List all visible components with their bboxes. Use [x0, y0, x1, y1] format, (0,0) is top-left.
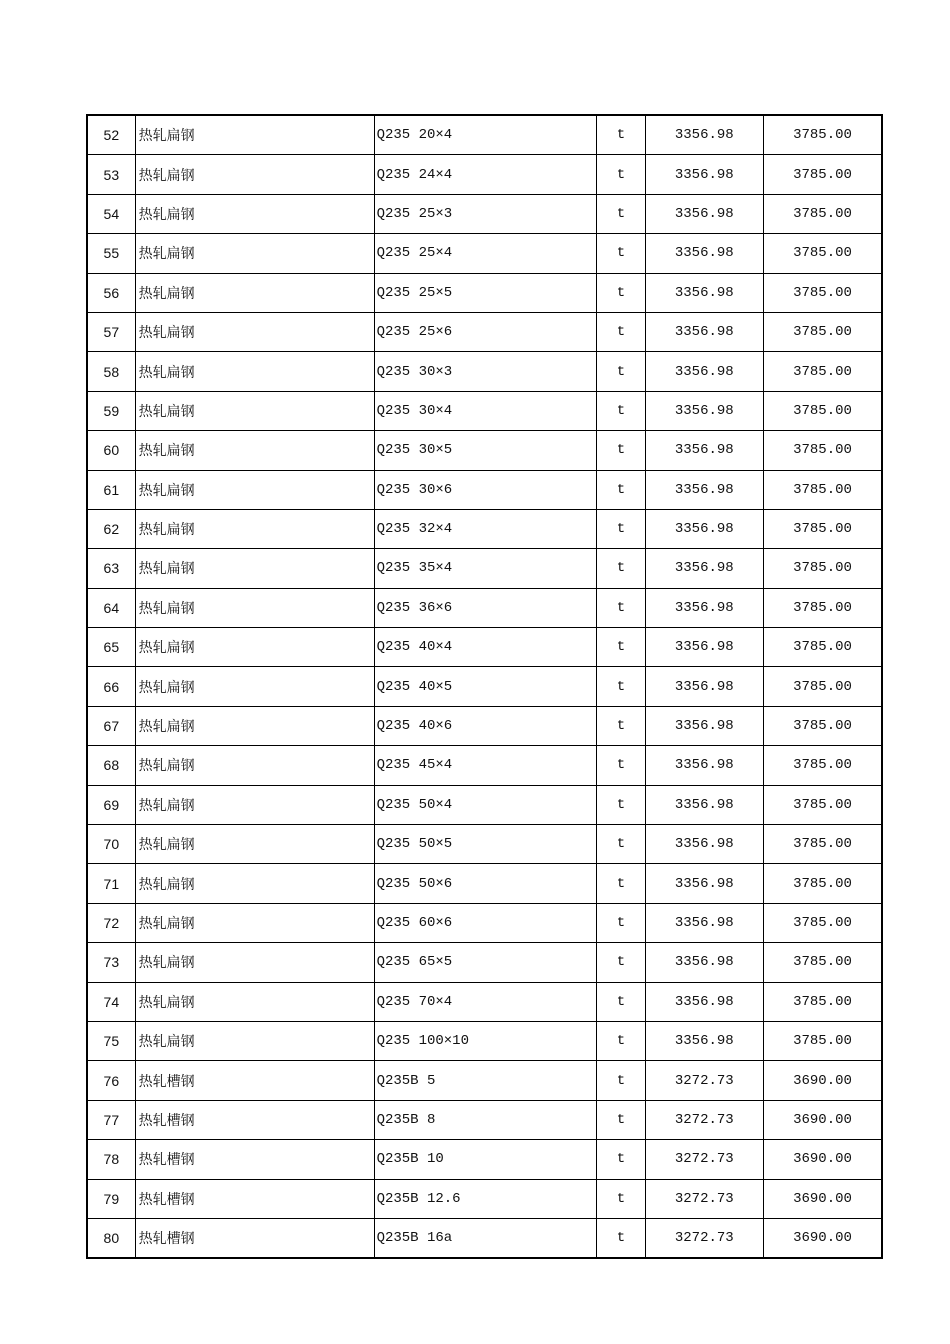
- unit-cell: t: [597, 628, 645, 667]
- price-incl-tax-cell: 3785.00: [764, 194, 883, 233]
- table-row: [87, 312, 882, 351]
- price-incl-tax-cell: 3690.00: [764, 1061, 883, 1100]
- price-incl-tax-cell: 3785.00: [764, 234, 883, 273]
- table-row: [87, 903, 882, 942]
- price-incl-tax-cell: 3785.00: [764, 391, 883, 430]
- material-name-cell: 热轧扁钢: [135, 628, 374, 667]
- material-name-cell: 热轧扁钢: [135, 549, 374, 588]
- specification-cell: Q235 30×5: [374, 431, 597, 470]
- unit-cell: t: [597, 1021, 645, 1060]
- material-name-cell: 热轧扁钢: [135, 470, 374, 509]
- material-name-cell: 热轧扁钢: [135, 706, 374, 745]
- unit-cell: t: [597, 470, 645, 509]
- price-incl-tax-cell: 3785.00: [764, 470, 883, 509]
- row-number-cell: 53: [87, 155, 135, 194]
- specification-cell: Q235 25×5: [374, 273, 597, 312]
- unit-cell: t: [597, 943, 645, 982]
- specification-cell: Q235 50×6: [374, 864, 597, 903]
- price-incl-tax-cell: 3785.00: [764, 864, 883, 903]
- row-number-cell: 52: [87, 115, 135, 155]
- price-incl-tax-cell: 3785.00: [764, 273, 883, 312]
- material-name-cell: 热轧扁钢: [135, 273, 374, 312]
- row-number-cell: 74: [87, 982, 135, 1021]
- specification-cell: Q235 40×5: [374, 667, 597, 706]
- price-excl-tax-cell: 3356.98: [645, 549, 763, 588]
- price-excl-tax-cell: 3356.98: [645, 746, 763, 785]
- material-name-cell: 热轧扁钢: [135, 943, 374, 982]
- unit-cell: t: [597, 509, 645, 548]
- table-row: [87, 1021, 882, 1060]
- specification-cell: Q235B 16a: [374, 1218, 597, 1258]
- material-name-cell: 热轧扁钢: [135, 588, 374, 627]
- table-row: [87, 1218, 882, 1258]
- unit-cell: t: [597, 312, 645, 351]
- row-number-cell: 68: [87, 746, 135, 785]
- material-name-cell: 热轧扁钢: [135, 864, 374, 903]
- table-row: [87, 194, 882, 233]
- price-excl-tax-cell: 3356.98: [645, 706, 763, 745]
- material-name-cell: 热轧槽钢: [135, 1140, 374, 1179]
- material-name-cell: 热轧扁钢: [135, 431, 374, 470]
- price-incl-tax-cell: 3785.00: [764, 628, 883, 667]
- row-number-cell: 67: [87, 706, 135, 745]
- table-row: [87, 1140, 882, 1179]
- table-row: [87, 746, 882, 785]
- unit-cell: t: [597, 1140, 645, 1179]
- material-name-cell: 热轧扁钢: [135, 509, 374, 548]
- price-incl-tax-cell: 3785.00: [764, 312, 883, 351]
- price-incl-tax-cell: 3785.00: [764, 588, 883, 627]
- price-excl-tax-cell: 3356.98: [645, 352, 763, 391]
- price-incl-tax-cell: 3785.00: [764, 982, 883, 1021]
- unit-cell: t: [597, 391, 645, 430]
- table-row: [87, 588, 882, 627]
- unit-cell: t: [597, 588, 645, 627]
- price-incl-tax-cell: 3785.00: [764, 943, 883, 982]
- row-number-cell: 61: [87, 470, 135, 509]
- material-name-cell: 热轧扁钢: [135, 391, 374, 430]
- unit-cell: t: [597, 1061, 645, 1100]
- price-incl-tax-cell: 3785.00: [764, 1021, 883, 1060]
- price-excl-tax-cell: 3272.73: [645, 1140, 763, 1179]
- price-incl-tax-cell: 3785.00: [764, 903, 883, 942]
- table-row: [87, 864, 882, 903]
- row-number-cell: 58: [87, 352, 135, 391]
- material-name-cell: 热轧扁钢: [135, 234, 374, 273]
- material-name-cell: 热轧扁钢: [135, 352, 374, 391]
- specification-cell: Q235 32×4: [374, 509, 597, 548]
- table-row: [87, 943, 882, 982]
- row-number-cell: 64: [87, 588, 135, 627]
- row-number-cell: 71: [87, 864, 135, 903]
- unit-cell: t: [597, 1218, 645, 1258]
- price-table: [86, 114, 883, 1259]
- price-excl-tax-cell: 3356.98: [645, 234, 763, 273]
- material-name-cell: 热轧扁钢: [135, 903, 374, 942]
- specification-cell: Q235 40×6: [374, 706, 597, 745]
- row-number-cell: 63: [87, 549, 135, 588]
- row-number-cell: 79: [87, 1179, 135, 1218]
- price-excl-tax-cell: 3356.98: [645, 273, 763, 312]
- price-excl-tax-cell: 3356.98: [645, 825, 763, 864]
- row-number-cell: 65: [87, 628, 135, 667]
- table-row: [87, 1061, 882, 1100]
- specification-cell: Q235 70×4: [374, 982, 597, 1021]
- unit-cell: t: [597, 667, 645, 706]
- material-name-cell: 热轧扁钢: [135, 115, 374, 155]
- row-number-cell: 78: [87, 1140, 135, 1179]
- specification-cell: Q235 24×4: [374, 155, 597, 194]
- row-number-cell: 72: [87, 903, 135, 942]
- specification-cell: Q235B 12.6: [374, 1179, 597, 1218]
- price-incl-tax-cell: 3785.00: [764, 706, 883, 745]
- specification-cell: Q235 20×4: [374, 115, 597, 155]
- specification-cell: Q235 30×4: [374, 391, 597, 430]
- unit-cell: t: [597, 352, 645, 391]
- unit-cell: t: [597, 155, 645, 194]
- unit-cell: t: [597, 746, 645, 785]
- price-excl-tax-cell: 3356.98: [645, 509, 763, 548]
- specification-cell: Q235 100×10: [374, 1021, 597, 1060]
- table-row: [87, 706, 882, 745]
- price-table-body: [87, 115, 882, 1258]
- price-excl-tax-cell: 3356.98: [645, 391, 763, 430]
- material-name-cell: 热轧槽钢: [135, 1179, 374, 1218]
- unit-cell: t: [597, 549, 645, 588]
- material-name-cell: 热轧槽钢: [135, 1100, 374, 1139]
- specification-cell: Q235 50×5: [374, 825, 597, 864]
- price-incl-tax-cell: 3785.00: [764, 155, 883, 194]
- price-incl-tax-cell: 3690.00: [764, 1140, 883, 1179]
- specification-cell: Q235B 5: [374, 1061, 597, 1100]
- table-row: [87, 352, 882, 391]
- specification-cell: Q235B 8: [374, 1100, 597, 1139]
- price-incl-tax-cell: 3785.00: [764, 825, 883, 864]
- table-row: [87, 273, 882, 312]
- price-excl-tax-cell: 3356.98: [645, 785, 763, 824]
- table-row: [87, 155, 882, 194]
- price-incl-tax-cell: 3690.00: [764, 1100, 883, 1139]
- row-number-cell: 56: [87, 273, 135, 312]
- row-number-cell: 73: [87, 943, 135, 982]
- unit-cell: t: [597, 982, 645, 1021]
- material-name-cell: 热轧扁钢: [135, 194, 374, 233]
- table-row: [87, 667, 882, 706]
- unit-cell: t: [597, 234, 645, 273]
- table-row: [87, 1100, 882, 1139]
- price-excl-tax-cell: 3356.98: [645, 194, 763, 233]
- price-incl-tax-cell: 3785.00: [764, 785, 883, 824]
- row-number-cell: 59: [87, 391, 135, 430]
- specification-cell: Q235 60×6: [374, 903, 597, 942]
- price-excl-tax-cell: 3356.98: [645, 588, 763, 627]
- row-number-cell: 76: [87, 1061, 135, 1100]
- price-excl-tax-cell: 3356.98: [645, 864, 763, 903]
- unit-cell: t: [597, 273, 645, 312]
- price-excl-tax-cell: 3356.98: [645, 431, 763, 470]
- price-excl-tax-cell: 3356.98: [645, 312, 763, 351]
- row-number-cell: 62: [87, 509, 135, 548]
- price-excl-tax-cell: 3356.98: [645, 903, 763, 942]
- price-excl-tax-cell: 3272.73: [645, 1100, 763, 1139]
- row-number-cell: 60: [87, 431, 135, 470]
- material-name-cell: 热轧扁钢: [135, 155, 374, 194]
- table-row: [87, 549, 882, 588]
- table-row: [87, 509, 882, 548]
- material-name-cell: 热轧扁钢: [135, 746, 374, 785]
- specification-cell: Q235 25×4: [374, 234, 597, 273]
- price-incl-tax-cell: 3785.00: [764, 667, 883, 706]
- price-incl-tax-cell: 3785.00: [764, 431, 883, 470]
- specification-cell: Q235 65×5: [374, 943, 597, 982]
- unit-cell: t: [597, 903, 645, 942]
- row-number-cell: 57: [87, 312, 135, 351]
- material-name-cell: 热轧扁钢: [135, 667, 374, 706]
- unit-cell: t: [597, 1179, 645, 1218]
- specification-cell: Q235 35×4: [374, 549, 597, 588]
- price-excl-tax-cell: 3272.73: [645, 1179, 763, 1218]
- material-name-cell: 热轧扁钢: [135, 982, 374, 1021]
- price-incl-tax-cell: 3690.00: [764, 1179, 883, 1218]
- material-name-cell: 热轧扁钢: [135, 1021, 374, 1060]
- price-incl-tax-cell: 3690.00: [764, 1218, 883, 1258]
- price-excl-tax-cell: 3356.98: [645, 943, 763, 982]
- unit-cell: t: [597, 825, 645, 864]
- price-excl-tax-cell: 3356.98: [645, 667, 763, 706]
- specification-cell: Q235 25×6: [374, 312, 597, 351]
- row-number-cell: 69: [87, 785, 135, 824]
- specification-cell: Q235 30×3: [374, 352, 597, 391]
- price-excl-tax-cell: 3356.98: [645, 1021, 763, 1060]
- row-number-cell: 77: [87, 1100, 135, 1139]
- specification-cell: Q235 25×3: [374, 194, 597, 233]
- price-incl-tax-cell: 3785.00: [764, 746, 883, 785]
- table-row: [87, 1179, 882, 1218]
- specification-cell: Q235 30×6: [374, 470, 597, 509]
- unit-cell: t: [597, 785, 645, 824]
- material-name-cell: 热轧扁钢: [135, 825, 374, 864]
- price-excl-tax-cell: 3356.98: [645, 155, 763, 194]
- row-number-cell: 66: [87, 667, 135, 706]
- unit-cell: t: [597, 864, 645, 903]
- price-excl-tax-cell: 3356.98: [645, 470, 763, 509]
- row-number-cell: 80: [87, 1218, 135, 1258]
- material-name-cell: 热轧扁钢: [135, 785, 374, 824]
- material-name-cell: 热轧槽钢: [135, 1061, 374, 1100]
- unit-cell: t: [597, 1100, 645, 1139]
- price-incl-tax-cell: 3785.00: [764, 115, 883, 155]
- table-row: [87, 628, 882, 667]
- unit-cell: t: [597, 194, 645, 233]
- specification-cell: Q235 36×6: [374, 588, 597, 627]
- row-number-cell: 75: [87, 1021, 135, 1060]
- table-row: [87, 115, 882, 155]
- unit-cell: t: [597, 706, 645, 745]
- specification-cell: Q235B 10: [374, 1140, 597, 1179]
- material-name-cell: 热轧槽钢: [135, 1218, 374, 1258]
- specification-cell: Q235 40×4: [374, 628, 597, 667]
- row-number-cell: 55: [87, 234, 135, 273]
- price-excl-tax-cell: 3356.98: [645, 115, 763, 155]
- row-number-cell: 70: [87, 825, 135, 864]
- table-row: [87, 785, 882, 824]
- row-number-cell: 54: [87, 194, 135, 233]
- material-name-cell: 热轧扁钢: [135, 312, 374, 351]
- table-row: [87, 982, 882, 1021]
- table-row: [87, 431, 882, 470]
- specification-cell: Q235 45×4: [374, 746, 597, 785]
- table-row: [87, 391, 882, 430]
- price-incl-tax-cell: 3785.00: [764, 352, 883, 391]
- unit-cell: t: [597, 431, 645, 470]
- price-excl-tax-cell: 3356.98: [645, 628, 763, 667]
- specification-cell: Q235 50×4: [374, 785, 597, 824]
- price-excl-tax-cell: 3272.73: [645, 1061, 763, 1100]
- price-excl-tax-cell: 3356.98: [645, 982, 763, 1021]
- table-row: [87, 470, 882, 509]
- table-row: [87, 825, 882, 864]
- price-excl-tax-cell: 3272.73: [645, 1218, 763, 1258]
- table-row: [87, 234, 882, 273]
- unit-cell: t: [597, 115, 645, 155]
- price-incl-tax-cell: 3785.00: [764, 549, 883, 588]
- price-incl-tax-cell: 3785.00: [764, 509, 883, 548]
